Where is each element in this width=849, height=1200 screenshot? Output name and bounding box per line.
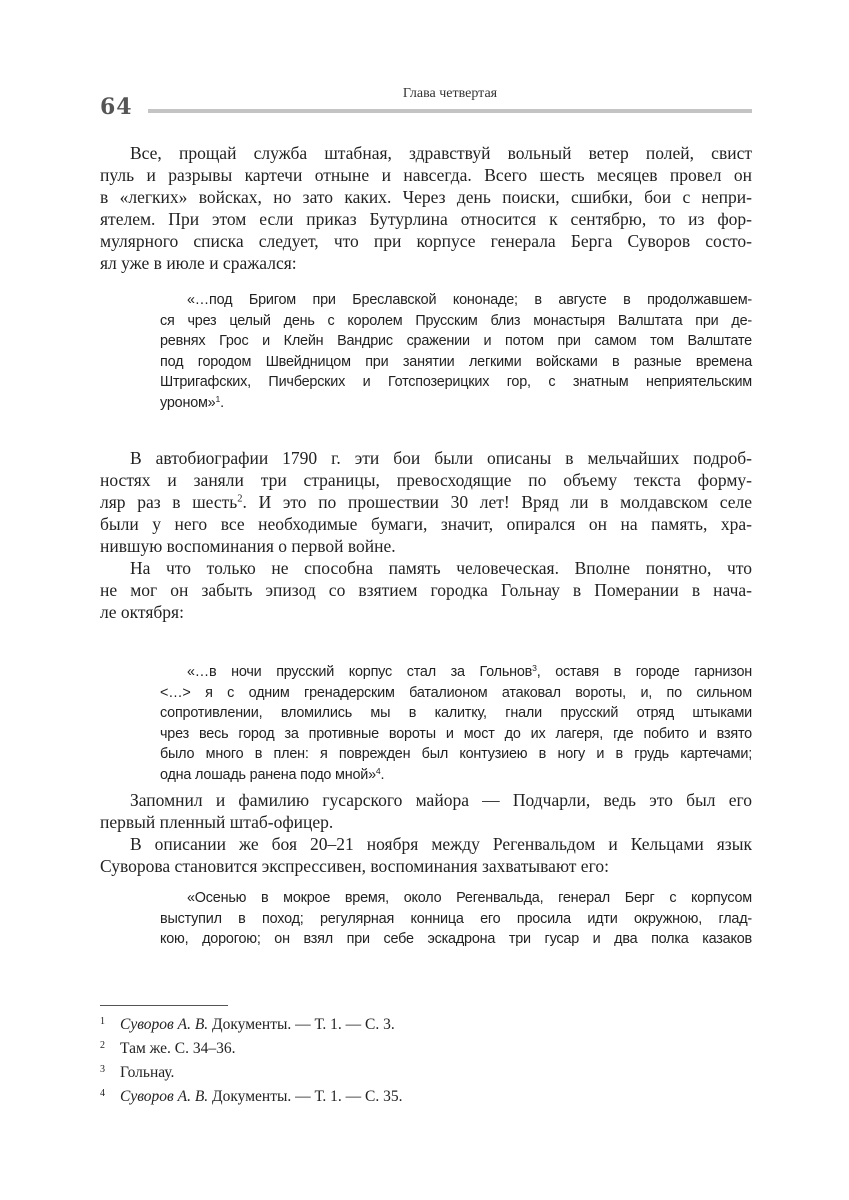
line-text: не мог он забыть эпизод со взятием городка Гольнау в Померании в нача-: [100, 580, 752, 600]
line-text: Штригафских, Пичберских и Готспозерицких гор, с знатным неприятельским: [160, 374, 752, 390]
footnote-text: Гольнау.: [120, 1064, 175, 1081]
footnote-ref[interactable]: 4: [375, 765, 381, 776]
footnote-author: Суворов А. В.: [120, 1016, 209, 1033]
line-text: , оставя в городе гарнизон: [536, 664, 752, 680]
footnote-text: Документы. — Т. 1. — С. 35.: [208, 1088, 403, 1105]
paragraph-line: [100, 513, 752, 535]
footnote: [100, 1085, 403, 1109]
line-text: были у него все необходимые бумаги, значит, опирался он на память, хра-: [100, 514, 752, 534]
quote-line: [160, 352, 752, 372]
paragraph-line: [100, 230, 752, 252]
line-text: В описании же боя 20–21 ноября между Регенвальдом и Кельцами язык: [130, 834, 752, 854]
paragraph-line: [100, 535, 752, 557]
paragraph-line: [130, 833, 752, 855]
footnote-number: 1: [100, 1016, 105, 1027]
quote-line: [187, 888, 752, 908]
line-text: пуль и разрывы картечи отныне и навсегда. Всего шесть месяцев провел он: [100, 165, 752, 185]
line-text: ляр раз в шесть: [100, 492, 238, 512]
line-text: «…в ночи прусский корпус стал за Гольнов: [187, 664, 533, 680]
quote-line: [160, 703, 752, 723]
footnote-ref[interactable]: 3: [532, 662, 537, 673]
line-text: ся чрез целый день с королем Прусским близ монастыря Валштата при де-: [160, 312, 752, 329]
line-text: .: [220, 394, 224, 411]
line-text: чрез весь город за противные вороты и мост до их лагеря, где побито и взято: [160, 725, 752, 742]
line-text: «Осенью в мокрое время, около Регенвальда, генерал Берг с корпусом: [187, 890, 752, 906]
paragraph-line: [100, 252, 752, 274]
line-text: ностях и заняли три страницы, превосходящие по объему текста форму-: [100, 470, 752, 490]
paragraph-line: [130, 447, 752, 469]
quote-line: [160, 331, 752, 351]
line-text: . И это по прошествии 30 лет! Вряд ли в молдавском селе: [242, 492, 752, 512]
paragraph-line: [130, 557, 752, 579]
quote-line: [187, 290, 752, 310]
quote-line: [187, 662, 752, 682]
footnote-ref[interactable]: 1: [215, 393, 221, 404]
line-text: ятелем. При этом если приказ Бутурлина относится к сентябрю, то из фор-: [100, 209, 752, 229]
paragraph-line: [100, 164, 752, 186]
quote-line: [160, 372, 752, 392]
line-text: первый пленный штаб-офицер.: [100, 812, 334, 832]
line-text: ревнях Грос и Клейн Вандрис сражении и потом при самом том Валштате: [160, 333, 752, 349]
page-number: 64: [100, 94, 133, 120]
line-text: В автобиографии 1790 г. эти бои были описаны в мельчайших подроб-: [130, 448, 752, 468]
line-text: .: [380, 766, 385, 783]
line-text: одна лошадь ранена подо мной»: [160, 766, 376, 783]
line-text: выступил в поход; регулярная конница его просила идти окружною, глад-: [160, 910, 752, 927]
line-text: На что только не способна память человеческая. Вполне понятно, что: [130, 558, 752, 578]
quote-line: [160, 683, 752, 703]
footnote: [100, 1013, 395, 1037]
line-text: уроном»: [160, 394, 216, 411]
quote-line: [160, 909, 752, 929]
footnote-ref[interactable]: 2: [237, 493, 243, 505]
line-text: Суворова становится экспрессивен, воспоминания захватывают его:: [100, 856, 609, 876]
line-text: кою, дорогою; он взял при себе эскадрона три гусар и два полка казаков: [160, 931, 752, 947]
line-text: <…> я с одним гренадерским баталионом атаковал вороты, и, по сильном: [160, 684, 752, 701]
line-text: в «легких» войсках, но зато каких. Через день поиски, сшибки, бои с непри-: [100, 187, 752, 207]
footnote: [100, 1061, 174, 1085]
line-text: под городом Швейдницом при занятии легкими войсками в разные времена: [160, 353, 752, 370]
quote-line: [160, 929, 752, 949]
footnote-number: 4: [100, 1088, 105, 1099]
footnote-number: 2: [100, 1040, 105, 1051]
footnote-author: Суворов А. В.: [120, 1088, 209, 1105]
quote-line: [160, 393, 752, 413]
line-text: Все, прощай служба штабная, здравствуй вольный ветер полей, свист: [130, 143, 752, 163]
paragraph-line: [100, 491, 752, 513]
header-rule: [148, 109, 752, 113]
line-text: ле октября:: [100, 602, 184, 622]
footnote-rule: [100, 1005, 228, 1006]
footnote-number: 3: [100, 1064, 105, 1075]
footnote: [100, 1037, 236, 1061]
running-head: Глава четвертая: [402, 86, 498, 101]
paragraph-line: [100, 186, 752, 208]
line-text: было много в плен: я поврежден был контузиею в ногу и в грудь картечами;: [160, 746, 752, 762]
paragraph-line: [100, 601, 752, 623]
footnote-text: Документы. — Т. 1. — С. 3.: [208, 1016, 395, 1033]
paragraph-line: [100, 208, 752, 230]
line-text: сопротивлении, вломились мы в калитку, гнали прусский отряд штыками: [160, 705, 752, 721]
quote-line: [160, 765, 752, 785]
paragraph-line: [100, 811, 752, 833]
quote-line: [160, 744, 752, 764]
quote-line: [160, 311, 752, 331]
paragraph-line: [130, 142, 752, 164]
paragraph-line: [100, 579, 752, 601]
line-text: мулярного списка следует, что при корпусе генерала Берга Суворов состо-: [100, 231, 752, 251]
paragraph-line: [100, 469, 752, 491]
footnote-text: Там же. С. 34–36.: [120, 1040, 236, 1057]
paragraph-line: [130, 789, 752, 811]
line-text: «…под Бригом при Бреславской кононаде; в августе в продолжавшем-: [187, 292, 752, 308]
paragraph-line: [100, 855, 752, 877]
line-text: ял уже в июле и сражался:: [100, 253, 297, 273]
line-text: нившую воспоминания о первой войне.: [100, 536, 396, 556]
quote-line: [160, 724, 752, 744]
line-text: Запомнил и фамилию гусарского майора — Подчарли, ведь это был его: [130, 790, 752, 810]
